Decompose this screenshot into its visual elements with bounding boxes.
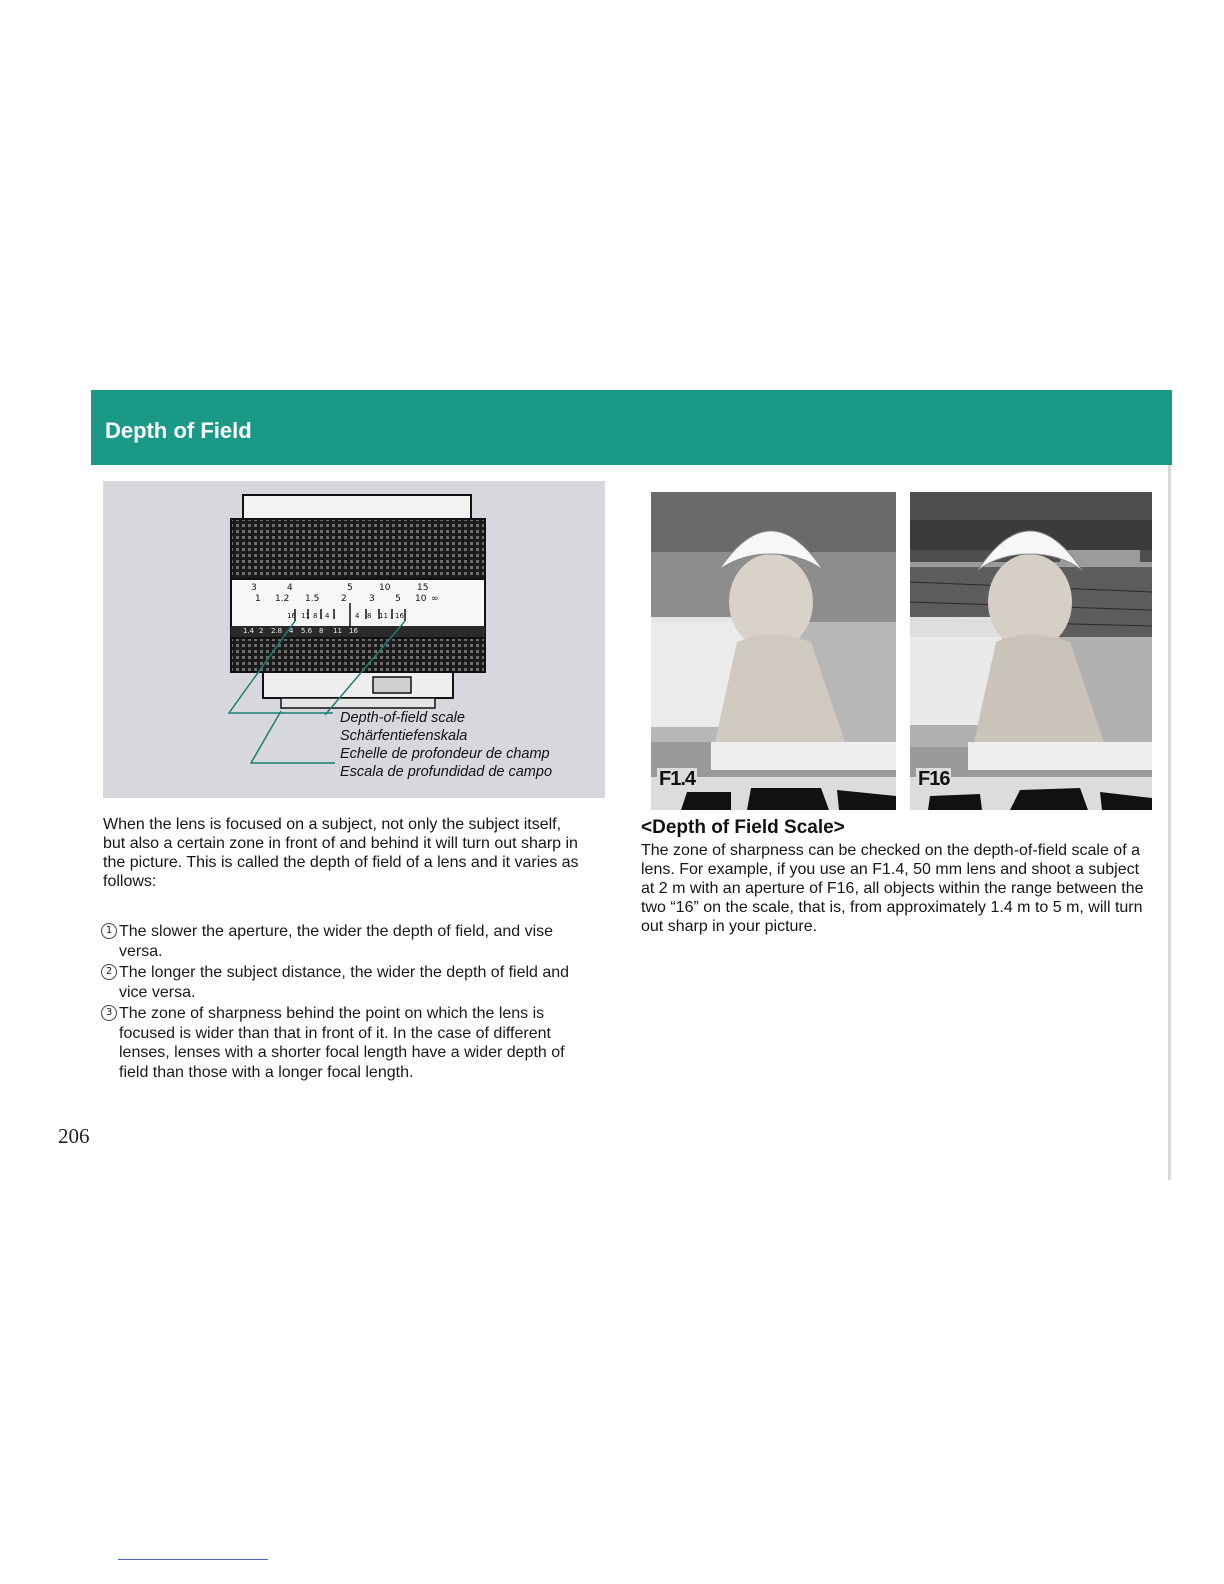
caption-german: Schärfentiefenskala: [340, 728, 468, 744]
caption-french: Echelle de profondeur de champ: [340, 746, 550, 762]
depth-of-field-rules-list: [103, 922, 593, 1082]
section-title: Depth of Field: [105, 418, 252, 443]
photo-image: [910, 492, 1152, 810]
photo-image: [651, 492, 896, 810]
caption-spanish: Escala de profundidad de campo: [340, 764, 553, 780]
page-number: 206: [58, 1124, 90, 1148]
list-item: 2 The longer the subject distance, the wider the depth of field and vice versa.: [103, 963, 593, 1002]
dof-scale-paragraph: The zone of sharpness can be checked on the depth-of-field scale of a lens. For example, if you use an F1.4, 50 mm lens and shoot a subject at 2 m with an aperture of F16, all objects within the range between the two “16” on the scale, that is, from approximately 1.4 m to 5 m, will turn out sharp in your picture.: [641, 842, 1144, 935]
circled-number-marker: 2: [101, 964, 117, 980]
aperture-scale-band: [231, 626, 485, 638]
diagram-caption: [340, 709, 552, 781]
dof-scale-heading: <Depth of Field Scale>: [641, 817, 845, 838]
intro-paragraph: When the lens is focused on a subject, not only the subject itself, but also a certain zone in front of and behind it will turn out sharp in the picture. This is called the depth of field of a lens and it varies as follows:: [103, 816, 579, 890]
photo-f16: [910, 492, 1152, 810]
lens-diagram: 3 4 5 10 15 1 1.2 1.5 2 3 5 10 ∞ 16 11 8 4 4 8 11 16 1.4 2 2.8 4 5.6 8 11 16 Depth-of-field scale Schärfentiefenskala Echelle de profondeur de champ Escala de profundidad de campo: [103, 481, 605, 798]
photo-aperture-label: F1.4: [659, 768, 696, 790]
list-item: 1 The slower the aperture, the wider the depth of field, and vise versa.: [103, 922, 593, 961]
footer-rule: [118, 1559, 268, 1560]
photo-f1-4: [651, 492, 896, 810]
lens-front-ring: [243, 495, 471, 519]
list-item: 3 The zone of sharpness behind the point on which the lens is focused is wider than that in front of it. In the case of different lenses, lenses with a shorter focal length have a wider depth of field than those with a longer focal length.: [103, 1004, 593, 1082]
circled-number-marker: 1: [101, 923, 117, 939]
focus-ring-grip: [231, 519, 485, 579]
circled-number-marker: 3: [101, 1005, 117, 1021]
photo-aperture-label: F16: [918, 768, 950, 790]
page-edge-shadow: [1168, 465, 1171, 1180]
caption-english: Depth-of-field scale: [340, 710, 465, 726]
section-header-band: [91, 390, 1172, 465]
aperture-ring-grip: [231, 638, 485, 672]
